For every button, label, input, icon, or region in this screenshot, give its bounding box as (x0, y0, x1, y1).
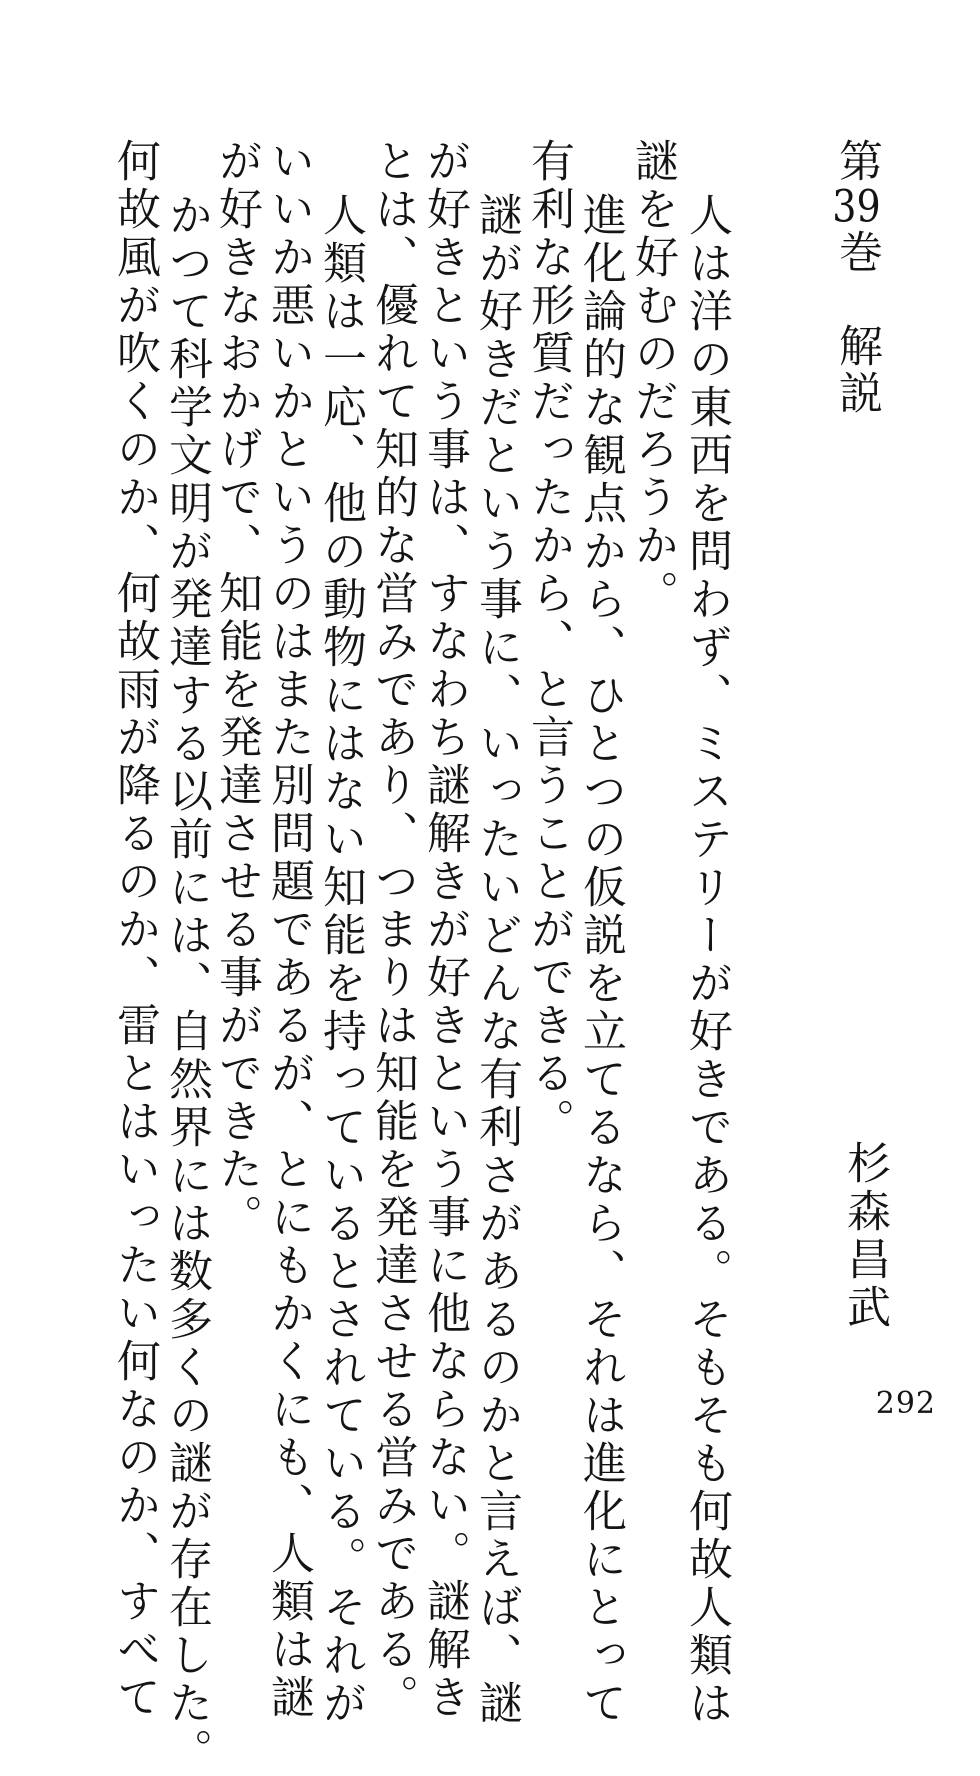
text-line-6: が好きという事は、すなわち謎解きが好きという事に他ならない。謎解き (419, 138, 470, 1722)
text-line-8: 人類は一応、他の動物にはない知能を持っているとされている。それが (315, 192, 366, 1728)
text-line-5: 謎が好きだという事に、いったいどんな有利さがあるのかと言えば、謎 (471, 192, 522, 1728)
text-line-7: とは、優れて知的な営みであり、つまりは知能を発達させる営みである。 (367, 138, 418, 1722)
chapter-title-number: 39 (832, 185, 881, 229)
text-line-11: かつて科学文明が発達する以前には、自然界には数多くの謎が存在した。 (161, 192, 212, 1776)
text-line-3: 進化論的な観点から、ひとつの仮説を立てるなら、それは進化にとって (575, 192, 626, 1728)
text-line-4: 有利な形質だったから、と言うことができる。 (523, 138, 574, 1146)
chapter-title-suffix: 巻 解説 (831, 229, 882, 417)
text-line-1: 人は洋の東西を問わず、ミステリーが好きである。そもそも何故人類は (681, 192, 732, 1728)
text-line-9: いいか悪いかというのはまた別問題であるが、とにもかくにも、人類は謎 (263, 138, 314, 1722)
page-number: 292 (875, 1386, 936, 1421)
author-name: 杉森昌武 (839, 1140, 890, 1332)
text-line-10: が好きなおかげで、知能を発達させる事ができた。 (211, 138, 262, 1242)
text-line-2: 謎を好むのだろうか。 (627, 138, 678, 618)
chapter-title (832, 138, 880, 417)
chapter-title-prefix: 第 (831, 138, 882, 185)
text-line-12: 何故風が吹くのか、何故雨が降るのか、雷とはいったい何なのか、すべて (109, 138, 160, 1722)
